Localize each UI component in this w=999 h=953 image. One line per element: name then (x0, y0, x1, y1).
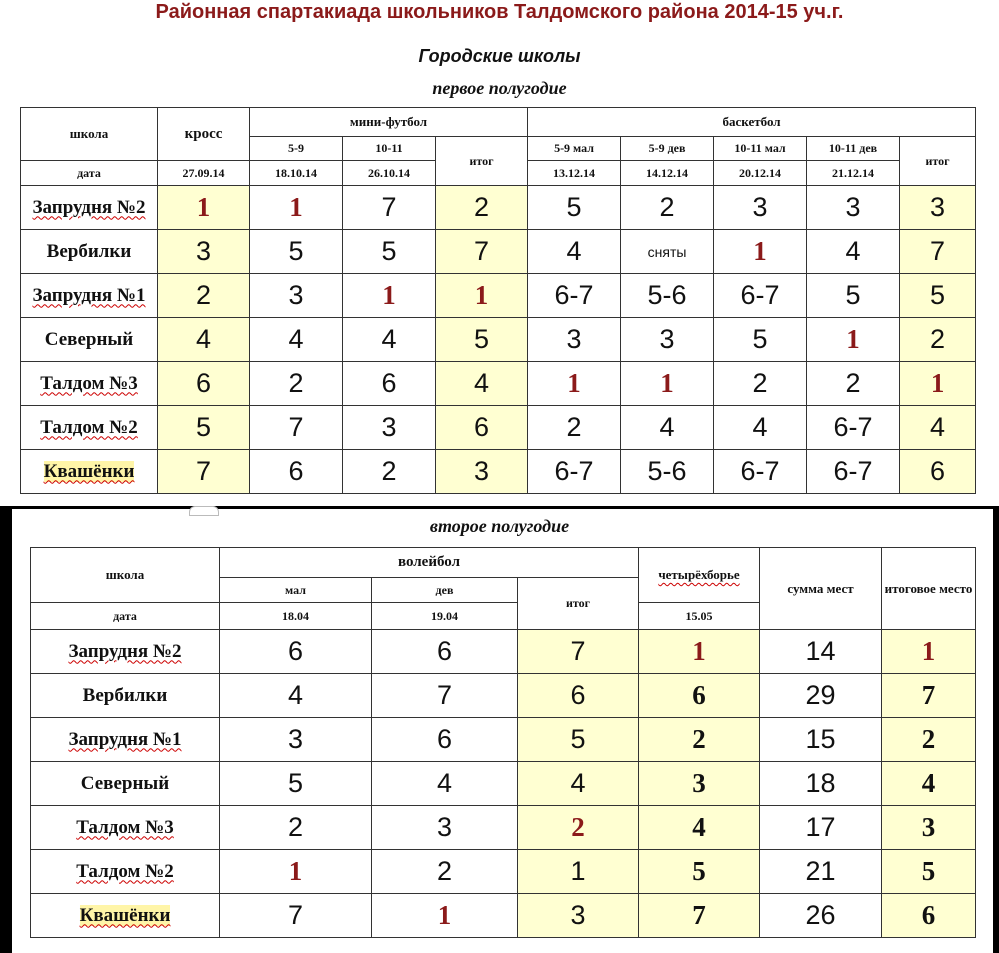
cell-sum: 29 (760, 674, 882, 718)
cell-mf-10-11: 6 (343, 362, 436, 406)
cell-bb-2: 3 (621, 318, 714, 362)
header-mf-5-9: 5-9 (250, 137, 343, 161)
cell-vb-girls: 4 (372, 762, 518, 806)
table-row (31, 630, 976, 674)
table-row (21, 450, 976, 494)
cell-mf-5-9: 4 (250, 318, 343, 362)
cell-vb-girls: 7 (372, 674, 518, 718)
cell-sum: 18 (760, 762, 882, 806)
cell-bb-4: 3 (807, 186, 900, 230)
cell-bb-2: 2 (621, 186, 714, 230)
school-name: Талдом №2 (21, 406, 158, 450)
cell-final: 7 (882, 674, 976, 718)
cell-bb-2: 4 (621, 406, 714, 450)
cell-vb-girls: 6 (372, 718, 518, 762)
cell-vb-girls: 3 (372, 806, 518, 850)
cell-bb-total: 4 (900, 406, 976, 450)
date-bb-3: 20.12.14 (714, 161, 807, 186)
frame-right (993, 506, 999, 953)
cell-final: 6 (882, 894, 976, 938)
half1-title: первое полугодие (432, 78, 567, 98)
date-fourathlon: 15.05 (639, 603, 760, 630)
school-name: Талдом №2 (31, 850, 220, 894)
date-mf-2: 26.10.14 (343, 161, 436, 186)
cell-bb-2: сняты (621, 230, 714, 274)
date-bb-2: 14.12.14 (621, 161, 714, 186)
cell-mf-total: 4 (436, 362, 528, 406)
school-name: Северный (31, 762, 220, 806)
header-bb-10-11-girls: 10-11 дев (807, 137, 900, 161)
school-name: Вербилки (31, 674, 220, 718)
school-name: Вербилки (21, 230, 158, 274)
cell-bb-total: 6 (900, 450, 976, 494)
cell-bb-3: 6-7 (714, 274, 807, 318)
cell-bb-total: 5 (900, 274, 976, 318)
page-title: Районная спартакиада школьников Талдомского района 2014-15 уч.г. (155, 1, 844, 23)
cell-bb-1: 3 (528, 318, 621, 362)
cell-mf-10-11: 1 (343, 274, 436, 318)
half2-title: второе полугодие (429, 516, 570, 536)
cell-fourathlon: 5 (639, 850, 760, 894)
cell-mf-10-11: 7 (343, 186, 436, 230)
cell-bb-1: 2 (528, 406, 621, 450)
cell-sum: 14 (760, 630, 882, 674)
cell-bb-total: 1 (900, 362, 976, 406)
table-row (21, 318, 976, 362)
cell-bb-2: 5-6 (621, 274, 714, 318)
table-row (31, 806, 976, 850)
header-bb-5-9-girls: 5-9 дев (621, 137, 714, 161)
cell-mf-total: 7 (436, 230, 528, 274)
cell-bb-2: 5-6 (621, 450, 714, 494)
table-row (21, 274, 976, 318)
cell-mf-total: 6 (436, 406, 528, 450)
cell-vb-boys: 7 (220, 894, 372, 938)
table-row (21, 186, 976, 230)
date-cross: 27.09.14 (158, 161, 250, 186)
cell-bb-total: 2 (900, 318, 976, 362)
cell-fourathlon: 2 (639, 718, 760, 762)
date-bb-4: 21.12.14 (807, 161, 900, 186)
header-minifootball: мини-футбол (250, 108, 528, 137)
cell-fourathlon: 6 (639, 674, 760, 718)
subtitle: Городские школы (418, 46, 581, 66)
school-name: Талдом №3 (21, 362, 158, 406)
cell-mf-10-11: 5 (343, 230, 436, 274)
cell-cross: 4 (158, 318, 250, 362)
cell-bb-4: 6-7 (807, 450, 900, 494)
table-row (21, 406, 976, 450)
header-volleyball: волейбол (220, 548, 639, 578)
cell-vb-total: 1 (518, 850, 639, 894)
cell-final: 2 (882, 718, 976, 762)
cell-vb-boys: 1 (220, 850, 372, 894)
cell-vb-total: 7 (518, 630, 639, 674)
cell-final: 1 (882, 630, 976, 674)
cell-final: 3 (882, 806, 976, 850)
header-bb-5-9-boys: 5-9 мал (528, 137, 621, 161)
cell-vb-girls: 1 (372, 894, 518, 938)
cell-mf-total: 2 (436, 186, 528, 230)
cell-vb-girls: 2 (372, 850, 518, 894)
school-name: Северный (21, 318, 158, 362)
cell-cross: 7 (158, 450, 250, 494)
school-name: Запрудня №1 (21, 274, 158, 318)
cell-cross: 3 (158, 230, 250, 274)
cell-mf-5-9: 2 (250, 362, 343, 406)
cell-vb-boys: 2 (220, 806, 372, 850)
date-vb-2: 19.04 (372, 603, 518, 630)
header-school: школа (21, 108, 158, 161)
cell-fourathlon: 1 (639, 630, 760, 674)
header-fourathlon: четырёхборье (639, 548, 760, 603)
table-row (31, 762, 976, 806)
header-final: итоговое место (882, 548, 976, 630)
cell-fourathlon: 7 (639, 894, 760, 938)
cell-bb-4: 5 (807, 274, 900, 318)
cell-bb-total: 3 (900, 186, 976, 230)
cell-mf-total: 5 (436, 318, 528, 362)
cell-bb-1: 1 (528, 362, 621, 406)
cell-bb-3: 3 (714, 186, 807, 230)
header-mf-total: итог (436, 137, 528, 186)
tab-handle[interactable] (189, 506, 219, 516)
cell-cross: 5 (158, 406, 250, 450)
header-vb-total: итог (518, 578, 639, 630)
date-vb-1: 18.04 (220, 603, 372, 630)
cell-bb-total: 7 (900, 230, 976, 274)
school-name: Запрудня №1 (31, 718, 220, 762)
header-sum: сумма мест (760, 548, 882, 630)
cell-mf-5-9: 7 (250, 406, 343, 450)
cell-bb-4: 1 (807, 318, 900, 362)
cell-fourathlon: 4 (639, 806, 760, 850)
table-row (31, 850, 976, 894)
cell-mf-10-11: 4 (343, 318, 436, 362)
cell-fourathlon: 3 (639, 762, 760, 806)
cell-bb-1: 4 (528, 230, 621, 274)
cell-sum: 15 (760, 718, 882, 762)
cell-bb-3: 2 (714, 362, 807, 406)
cell-bb-1: 5 (528, 186, 621, 230)
date-mf-1: 18.10.14 (250, 161, 343, 186)
cell-cross: 2 (158, 274, 250, 318)
cell-sum: 26 (760, 894, 882, 938)
table-row (31, 674, 976, 718)
cell-cross: 1 (158, 186, 250, 230)
frame-left (0, 506, 12, 953)
school-name: Талдом №3 (31, 806, 220, 850)
cell-vb-total: 6 (518, 674, 639, 718)
header-vb-boys: мал (220, 578, 372, 603)
header-school: школа (31, 548, 220, 603)
school-name: Квашёнки (31, 894, 220, 938)
date-bb-1: 13.12.14 (528, 161, 621, 186)
cell-vb-total: 3 (518, 894, 639, 938)
cell-bb-3: 1 (714, 230, 807, 274)
table-row (31, 894, 976, 938)
cell-mf-5-9: 1 (250, 186, 343, 230)
cell-bb-4: 6-7 (807, 406, 900, 450)
cell-vb-boys: 6 (220, 630, 372, 674)
cell-final: 4 (882, 762, 976, 806)
cell-sum: 17 (760, 806, 882, 850)
cell-mf-10-11: 2 (343, 450, 436, 494)
cell-bb-3: 5 (714, 318, 807, 362)
cell-vb-total: 5 (518, 718, 639, 762)
header-basketball: баскетбол (528, 108, 976, 137)
cell-sum: 21 (760, 850, 882, 894)
cell-mf-5-9: 6 (250, 450, 343, 494)
cell-vb-girls: 6 (372, 630, 518, 674)
school-name: Квашёнки (21, 450, 158, 494)
cell-bb-4: 2 (807, 362, 900, 406)
cell-vb-boys: 3 (220, 718, 372, 762)
cell-vb-total: 2 (518, 806, 639, 850)
header-date: дата (31, 603, 220, 630)
cell-mf-total: 1 (436, 274, 528, 318)
cell-bb-1: 6-7 (528, 450, 621, 494)
school-name: Запрудня №2 (21, 186, 158, 230)
cell-bb-3: 4 (714, 406, 807, 450)
cell-vb-boys: 4 (220, 674, 372, 718)
table-second-half (30, 547, 976, 938)
school-name: Запрудня №2 (31, 630, 220, 674)
table-first-half (20, 107, 976, 494)
cell-mf-5-9: 3 (250, 274, 343, 318)
cell-mf-total: 3 (436, 450, 528, 494)
table-row (21, 362, 976, 406)
header-mf-10-11: 10-11 (343, 137, 436, 161)
header-date: дата (21, 161, 158, 186)
cell-vb-boys: 5 (220, 762, 372, 806)
header-cross: кросс (158, 108, 250, 161)
cell-bb-3: 6-7 (714, 450, 807, 494)
cell-final: 5 (882, 850, 976, 894)
cell-bb-4: 4 (807, 230, 900, 274)
cell-vb-total: 4 (518, 762, 639, 806)
header-vb-girls: дев (372, 578, 518, 603)
cell-mf-5-9: 5 (250, 230, 343, 274)
table-row (31, 718, 976, 762)
cell-mf-10-11: 3 (343, 406, 436, 450)
table-row (21, 230, 976, 274)
cell-cross: 6 (158, 362, 250, 406)
header-bb-total: итог (900, 137, 976, 186)
header-bb-10-11-boys: 10-11 мал (714, 137, 807, 161)
cell-bb-2: 1 (621, 362, 714, 406)
cell-bb-1: 6-7 (528, 274, 621, 318)
